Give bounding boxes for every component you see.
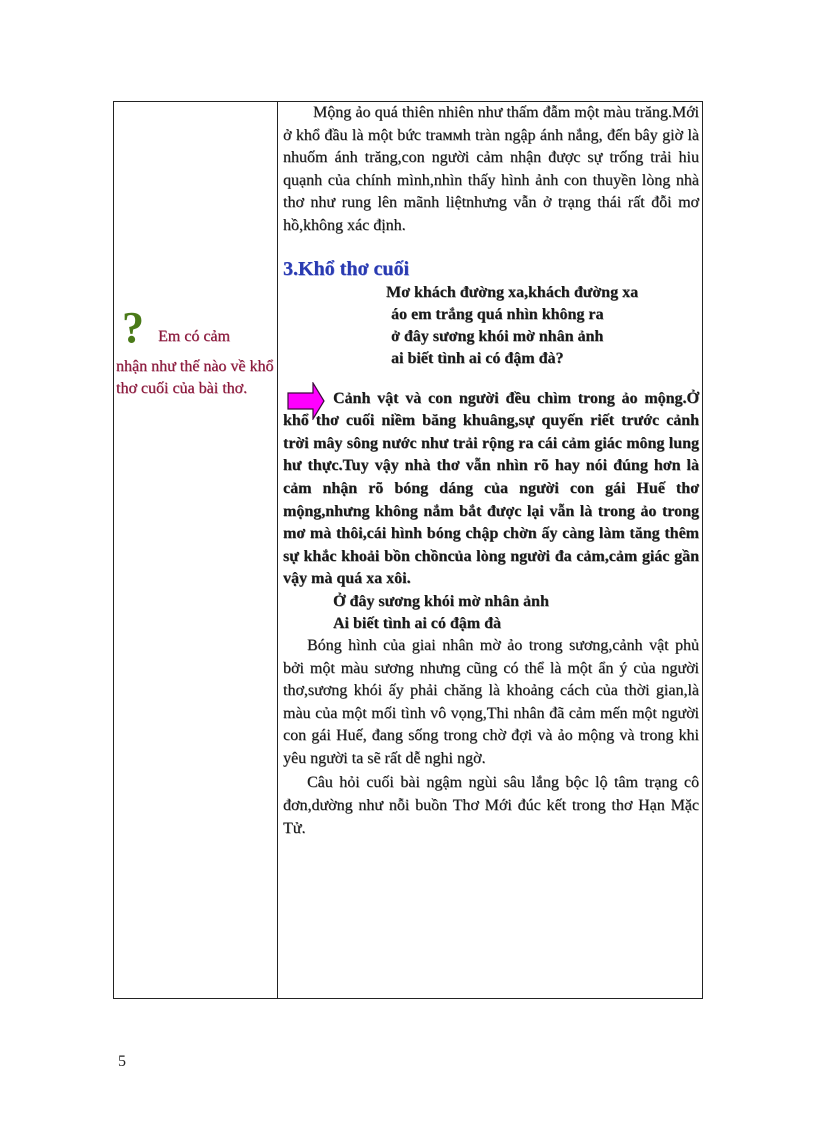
verse-line: áo em trắng quá nhìn không ra — [391, 305, 604, 323]
quoted-verse — [333, 591, 699, 635]
question-cell — [116, 303, 274, 400]
section-title: 3.Khổ thơ cuối — [283, 257, 410, 280]
poem-verse — [386, 282, 699, 370]
analysis-block — [283, 388, 699, 591]
arrow-right-icon — [287, 382, 325, 420]
verse-line: ai biết tình ai có đậm đà? — [391, 349, 564, 367]
answer-cell — [283, 102, 699, 840]
verse-line: Mơ khách đường xa,khách đường xa — [386, 283, 639, 301]
verse-line: ở đây sương khói mờ nhân ảnh — [391, 327, 604, 345]
quote-line: Ở đây sương khói mờ nhân ảnh — [333, 592, 549, 610]
question-text-first: Em có cảm — [158, 328, 230, 345]
analysis-text: Ở khổ thơ cuối niềm băng khuâng,sự quyến riết trước cảnh trời mây sông nước như trải rộng ra cái cảm giác mông lung hư thực.Tuy vậy nhà thơ vẫn nhìn rõ hay nói đúng hơn là cảm nhận rõ bóng dáng của người con gái Huế thơ mộng,nhưng không nắm bắt được lại vẫn là trong ảo trong mơ mà thôi,cái hình bóng chập chờn ấy càng làm tăng thêm sự khắc khoải bồn chồncủa lòng người đa cảm,cảm giác gần vậy mà quá xa xôi. — [283, 389, 699, 588]
conclusion-paragraph: Câu hỏi cuối bài ngậm ngùi sâu lắng bộc lộ tâm trạng cô đơn,dường như nỗi buồn Thơ Mới đúc kết trong thơ Hạn Mặc Tử. — [283, 774, 699, 837]
analysis-paragraph — [283, 388, 699, 591]
question-mark-icon: ? — [122, 303, 144, 352]
page-number: 5 — [118, 1053, 126, 1070]
analysis-heading: Cảnh vật và con người đều chìm trong ảo mộng. — [333, 389, 687, 407]
column-divider — [277, 102, 278, 998]
question-text-rest: nhận như thế nào về khổ thơ cuối của bài thơ. — [116, 358, 274, 397]
intro-paragraph: Mộng ảo quá thiên nhiên như thấm đẫm một màu trăng.Mới ở khổ đầu là một bức traммh tràn ngập ánh nắng, đến bây giờ là nhuốm ánh trăng,con người cảm nhận được sự trống trải hiu quạnh của chính mình,nhìn thấy hình ảnh con thuyền lòng nhà thơ như rung lên mãnh liệtnhưng vẫn ở trạng thái rất đỗi mơ hồ,không xác định. — [283, 104, 699, 234]
quote-line: Ai biết tình ai có đậm đà — [333, 614, 502, 632]
body-paragraph: Bóng hình của giai nhân mờ ảo trong sương,cảnh vật phủ bởi một màu sương nhưng cũng có thể là một ẩn ý của người thơ,sương khói ấy phải chăng là khoảng cách của thời gian,là màu của một mối tình vô vọng,Thi nhân đã cảm mến một người con gái Huế, đang sống trong chờ đợi và ảo mộng và trong khi yêu người ta sẽ rất dễ nghi ngờ. — [283, 636, 699, 767]
content-table — [113, 101, 703, 999]
